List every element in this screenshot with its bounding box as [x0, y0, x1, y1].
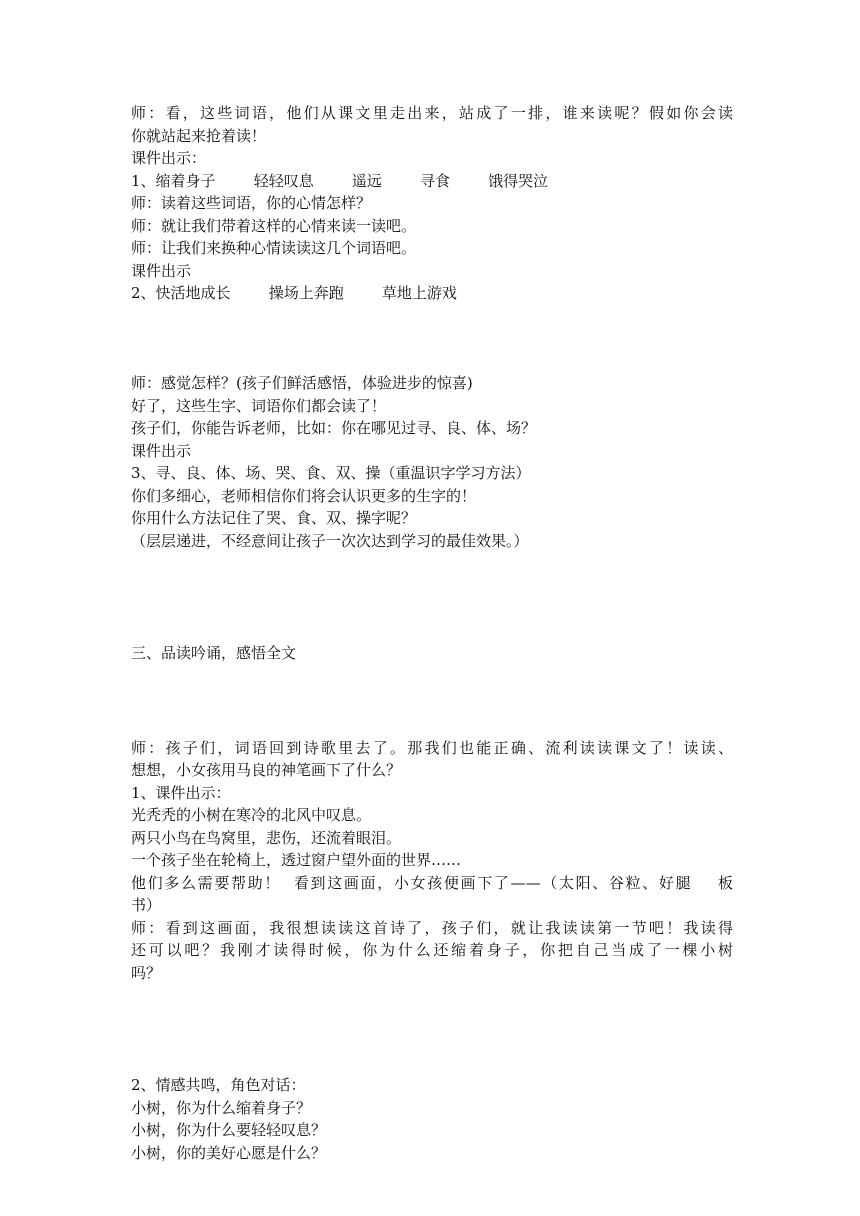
- paragraph-line: 孩子们，你能告诉老师，比如：你在哪见过寻、良、体、场？: [131, 419, 537, 437]
- paragraph-line: 课件出示：: [131, 149, 207, 167]
- paragraph-line: 吗？: [131, 963, 162, 982]
- paragraph-line: 3、寻、良、体、场、哭、食、双、操（重温识字学习方法）: [131, 464, 531, 482]
- paragraph-line: 小树，你为什么要轻轻叹息？: [131, 1121, 327, 1139]
- word-list-line: 2、快活地成长 操场上奔跑 草地上游戏: [131, 284, 457, 302]
- paragraph-line: 课件出示: [131, 441, 192, 460]
- paragraph-line: 你就站起来抢着读！: [131, 126, 267, 145]
- paragraph-line: 两只小鸟在鸟窝里，悲伤，还流着眼泪。: [131, 828, 402, 847]
- paragraph-line: 还可以吧？我刚才读得时候，你为什么还缩着身子，你把自己当成了一棵小树: [131, 941, 733, 959]
- blank-space: [131, 305, 733, 373]
- paragraph-line: 光秃秃的小树在寒冷的北风中叹息。: [131, 806, 372, 824]
- blank-space: [131, 552, 733, 642]
- paragraph-line: 师：让我们来换种心情读读这几个词语吧。: [131, 239, 417, 257]
- paragraph-line: 你用什么方法记住了哭、食、双、操字呢？: [131, 509, 417, 527]
- paragraph-line: 师：孩子们，词语回到诗歌里去了。那我们也能正确、流利读读课文了！读读、: [131, 738, 733, 757]
- section-heading: 三、品读吟诵，感悟全文: [131, 644, 297, 662]
- blank-space: [131, 984, 733, 1074]
- paragraph-line: 小树，你为什么缩着身子？: [131, 1098, 312, 1117]
- paragraph-line: 师：感觉怎样？(孩子们鲜活感悟，体验进步的惊喜): [131, 374, 473, 392]
- paragraph-line: 师：看到这画面，我很想读读这首诗了，孩子们，就让我读读第一节吧！我读得: [131, 918, 733, 937]
- paragraph-line: 想想，小女孩用马良的神笔画下了什么？: [131, 761, 402, 779]
- document-body: [131, 102, 733, 1164]
- paragraph-line: 师：就让我们带着这样的心情来读一读吧。: [131, 216, 417, 235]
- paragraph-line: 2、情感共鸣，角色对话：: [131, 1076, 306, 1094]
- paragraph-line: 1、课件出示：: [131, 783, 231, 802]
- paragraph-line: 小树，你的美好心愿是什么？: [131, 1143, 327, 1162]
- paragraph-line: 他们多么需要帮助！ 看到这画面，小女孩便画下了——（太阳、谷粒、好腿 板: [131, 873, 733, 892]
- word-list-line: 1、缩着身子 轻轻叹息 遥远 寻食 饿得哭泣: [131, 171, 549, 190]
- paragraph-line: 书）: [131, 896, 162, 914]
- blank-space: [131, 665, 733, 737]
- paragraph-line: （层层递进，不经意间让孩子一次次达到学习的最佳效果。）: [131, 531, 529, 550]
- paragraph-line: 你们多细心，老师相信你们将会认识更多的生字的！: [131, 486, 477, 505]
- paragraph-line: 师：读着这些词语，你的心情怎样？: [131, 194, 372, 212]
- paragraph-line: 师：看，这些词语，他们从课文里走出来，站成了一排，谁来读呢？假如你会读: [131, 104, 733, 122]
- paragraph-line: 一个孩子坐在轮椅上，透过窗户望外面的世界……: [131, 851, 462, 869]
- paragraph-line: 课件出示: [131, 261, 192, 280]
- paragraph-line: 好了，这些生字、词语你们都会读了！: [131, 396, 387, 415]
